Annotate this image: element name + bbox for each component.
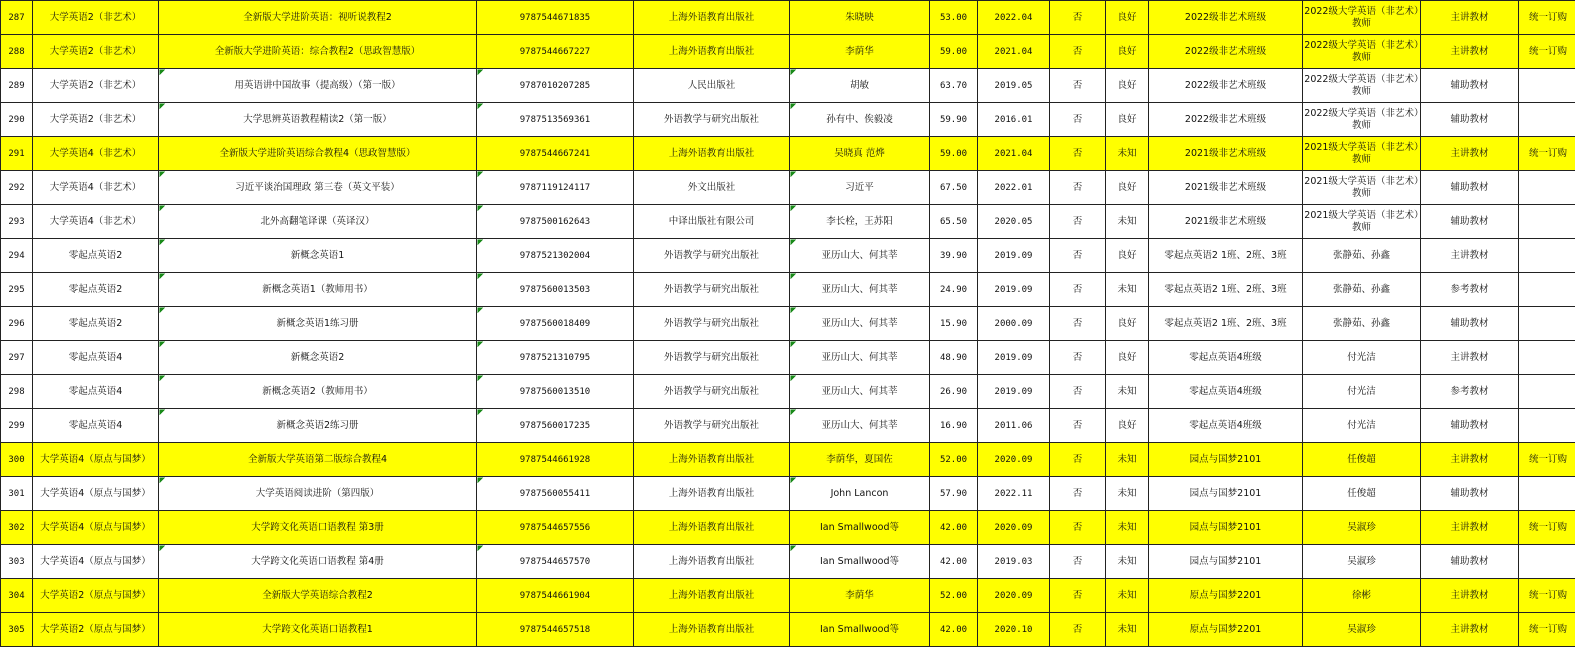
row-number-cell[interactable]: 293: [1, 205, 33, 239]
pubdate-cell[interactable]: 2019.09: [978, 341, 1050, 375]
teacher-cell[interactable]: 张静茹、孙鑫: [1303, 239, 1421, 273]
isbn-cell[interactable]: 9787544661928: [477, 443, 634, 477]
flag-cell[interactable]: 否: [1050, 409, 1106, 443]
table-row[interactable]: [1, 171, 1575, 205]
course-cell[interactable]: 大学英语4（原点与国梦）: [33, 511, 159, 545]
teacher-cell[interactable]: 吴淑珍: [1303, 545, 1421, 579]
isbn-cell[interactable]: 9787544657556: [477, 511, 634, 545]
pubdate-cell[interactable]: 2016.01: [978, 103, 1050, 137]
teacher-cell[interactable]: 张静茹、孙鑫: [1303, 307, 1421, 341]
row-number-cell[interactable]: 291: [1, 137, 33, 171]
author-cell[interactable]: 吴晓真 范烨: [790, 137, 930, 171]
title-cell[interactable]: 新概念英语2（教师用书）: [159, 375, 477, 409]
flag-cell[interactable]: 否: [1050, 35, 1106, 69]
type-cell[interactable]: 辅助教材: [1421, 409, 1519, 443]
isbn-cell[interactable]: 9787119124117: [477, 171, 634, 205]
class-cell[interactable]: 零起点英语4班级: [1149, 341, 1303, 375]
class-cell[interactable]: 2022级非艺术班级: [1149, 103, 1303, 137]
publisher-cell[interactable]: 上海外语教育出版社: [634, 613, 790, 647]
teacher-cell[interactable]: 任俊超: [1303, 477, 1421, 511]
title-cell[interactable]: 北外高翻笔译课（英译汉）: [159, 205, 477, 239]
condition-cell[interactable]: 良好: [1106, 69, 1149, 103]
price-cell[interactable]: 48.90: [930, 341, 978, 375]
purchase-cell[interactable]: [1519, 205, 1575, 239]
purchase-cell[interactable]: [1519, 545, 1575, 579]
pubdate-cell[interactable]: 2020.09: [978, 443, 1050, 477]
class-cell[interactable]: 零起点英语2 1班、2班、3班: [1149, 307, 1303, 341]
condition-cell[interactable]: 良好: [1106, 103, 1149, 137]
price-cell[interactable]: 59.90: [930, 103, 978, 137]
row-number-cell[interactable]: 289: [1, 69, 33, 103]
teacher-cell[interactable]: 付光洁: [1303, 341, 1421, 375]
isbn-cell[interactable]: 9787544657518: [477, 613, 634, 647]
pubdate-cell[interactable]: 2019.09: [978, 375, 1050, 409]
flag-cell[interactable]: 否: [1050, 443, 1106, 477]
row-number-cell[interactable]: 300: [1, 443, 33, 477]
publisher-cell[interactable]: 外语教学与研究出版社: [634, 239, 790, 273]
flag-cell[interactable]: 否: [1050, 511, 1106, 545]
publisher-cell[interactable]: 上海外语教育出版社: [634, 137, 790, 171]
course-cell[interactable]: 零起点英语2: [33, 273, 159, 307]
table-row[interactable]: [1, 137, 1575, 171]
title-cell[interactable]: 大学跨文化英语口语教程1: [159, 613, 477, 647]
pubdate-cell[interactable]: 2022.01: [978, 171, 1050, 205]
purchase-cell[interactable]: [1519, 239, 1575, 273]
author-cell[interactable]: 亚历山大、何其莘: [790, 341, 930, 375]
price-cell[interactable]: 52.00: [930, 579, 978, 613]
class-cell[interactable]: 零起点英语4班级: [1149, 375, 1303, 409]
course-cell[interactable]: 大学英语4（非艺术）: [33, 205, 159, 239]
pubdate-cell[interactable]: 2000.09: [978, 307, 1050, 341]
author-cell[interactable]: 胡敏: [790, 69, 930, 103]
publisher-cell[interactable]: 外语教学与研究出版社: [634, 409, 790, 443]
price-cell[interactable]: 52.00: [930, 443, 978, 477]
purchase-cell[interactable]: 统一订购: [1519, 511, 1575, 545]
teacher-cell[interactable]: 付光洁: [1303, 375, 1421, 409]
class-cell[interactable]: 园点与国梦2101: [1149, 477, 1303, 511]
pubdate-cell[interactable]: 2020.09: [978, 579, 1050, 613]
isbn-cell[interactable]: 9787544661904: [477, 579, 634, 613]
condition-cell[interactable]: 未知: [1106, 375, 1149, 409]
type-cell[interactable]: 主讲教材: [1421, 341, 1519, 375]
course-cell[interactable]: 大学英语2（非艺术）: [33, 1, 159, 35]
teacher-cell[interactable]: 2021级大学英语（非艺术）教师: [1303, 137, 1421, 171]
type-cell[interactable]: 辅助教材: [1421, 103, 1519, 137]
condition-cell[interactable]: 未知: [1106, 477, 1149, 511]
teacher-cell[interactable]: 徐彬: [1303, 579, 1421, 613]
condition-cell[interactable]: 良好: [1106, 1, 1149, 35]
title-cell[interactable]: 全新版大学进阶英语：视听说教程2: [159, 1, 477, 35]
purchase-cell[interactable]: 统一订购: [1519, 443, 1575, 477]
condition-cell[interactable]: 良好: [1106, 239, 1149, 273]
table-row[interactable]: [1, 443, 1575, 477]
flag-cell[interactable]: 否: [1050, 477, 1106, 511]
class-cell[interactable]: 园点与国梦2101: [1149, 511, 1303, 545]
row-number-cell[interactable]: 290: [1, 103, 33, 137]
author-cell[interactable]: John Lancon: [790, 477, 930, 511]
condition-cell[interactable]: 未知: [1106, 137, 1149, 171]
flag-cell[interactable]: 否: [1050, 613, 1106, 647]
table-row[interactable]: [1, 341, 1575, 375]
course-cell[interactable]: 零起点英语4: [33, 409, 159, 443]
row-number-cell[interactable]: 297: [1, 341, 33, 375]
row-number-cell[interactable]: 305: [1, 613, 33, 647]
price-cell[interactable]: 59.00: [930, 137, 978, 171]
purchase-cell[interactable]: [1519, 307, 1575, 341]
author-cell[interactable]: 亚历山大、何其莘: [790, 307, 930, 341]
pubdate-cell[interactable]: 2019.03: [978, 545, 1050, 579]
class-cell[interactable]: 2022级非艺术班级: [1149, 1, 1303, 35]
pubdate-cell[interactable]: 2019.05: [978, 69, 1050, 103]
teacher-cell[interactable]: 任俊超: [1303, 443, 1421, 477]
price-cell[interactable]: 59.00: [930, 35, 978, 69]
condition-cell[interactable]: 良好: [1106, 307, 1149, 341]
class-cell[interactable]: 原点与国梦2201: [1149, 613, 1303, 647]
publisher-cell[interactable]: 外语教学与研究出版社: [634, 307, 790, 341]
condition-cell[interactable]: 未知: [1106, 511, 1149, 545]
pubdate-cell[interactable]: 2011.06: [978, 409, 1050, 443]
class-cell[interactable]: 2021级非艺术班级: [1149, 171, 1303, 205]
condition-cell[interactable]: 未知: [1106, 443, 1149, 477]
table-row[interactable]: [1, 307, 1575, 341]
type-cell[interactable]: 辅助教材: [1421, 545, 1519, 579]
type-cell[interactable]: 主讲教材: [1421, 137, 1519, 171]
price-cell[interactable]: 63.70: [930, 69, 978, 103]
type-cell[interactable]: 主讲教材: [1421, 511, 1519, 545]
publisher-cell[interactable]: 外语教学与研究出版社: [634, 273, 790, 307]
class-cell[interactable]: 原点与国梦2201: [1149, 579, 1303, 613]
class-cell[interactable]: 2021级非艺术班级: [1149, 205, 1303, 239]
teacher-cell[interactable]: 2022级大学英语（非艺术）教师: [1303, 1, 1421, 35]
title-cell[interactable]: 用英语讲中国故事（提高级）（第一版）: [159, 69, 477, 103]
title-cell[interactable]: 新概念英语1: [159, 239, 477, 273]
author-cell[interactable]: 习近平: [790, 171, 930, 205]
flag-cell[interactable]: 否: [1050, 205, 1106, 239]
price-cell[interactable]: 67.50: [930, 171, 978, 205]
table-row[interactable]: [1, 375, 1575, 409]
condition-cell[interactable]: 良好: [1106, 341, 1149, 375]
price-cell[interactable]: 42.00: [930, 545, 978, 579]
author-cell[interactable]: 孙有中、俟毅凌: [790, 103, 930, 137]
condition-cell[interactable]: 良好: [1106, 171, 1149, 205]
condition-cell[interactable]: 未知: [1106, 579, 1149, 613]
title-cell[interactable]: 全新版大学进阶英语：综合教程2（思政智慧版）: [159, 35, 477, 69]
isbn-cell[interactable]: 9787544657570: [477, 545, 634, 579]
row-number-cell[interactable]: 295: [1, 273, 33, 307]
teacher-cell[interactable]: 张静茹、孙鑫: [1303, 273, 1421, 307]
flag-cell[interactable]: 否: [1050, 579, 1106, 613]
publisher-cell[interactable]: 外语教学与研究出版社: [634, 341, 790, 375]
purchase-cell[interactable]: 统一订购: [1519, 1, 1575, 35]
pubdate-cell[interactable]: 2021.04: [978, 35, 1050, 69]
purchase-cell[interactable]: [1519, 375, 1575, 409]
price-cell[interactable]: 53.00: [930, 1, 978, 35]
row-number-cell[interactable]: 303: [1, 545, 33, 579]
row-number-cell[interactable]: 292: [1, 171, 33, 205]
course-cell[interactable]: 大学英语4（非艺术）: [33, 137, 159, 171]
isbn-cell[interactable]: 9787560055411: [477, 477, 634, 511]
type-cell[interactable]: 主讲教材: [1421, 1, 1519, 35]
flag-cell[interactable]: 否: [1050, 103, 1106, 137]
purchase-cell[interactable]: [1519, 273, 1575, 307]
type-cell[interactable]: 辅助教材: [1421, 205, 1519, 239]
class-cell[interactable]: 2021级非艺术班级: [1149, 137, 1303, 171]
title-cell[interactable]: 新概念英语2练习册: [159, 409, 477, 443]
teacher-cell[interactable]: 2021级大学英语（非艺术）教师: [1303, 205, 1421, 239]
title-cell[interactable]: 大学思辨英语教程精读2（第一版）: [159, 103, 477, 137]
condition-cell[interactable]: 未知: [1106, 205, 1149, 239]
row-number-cell[interactable]: 304: [1, 579, 33, 613]
course-cell[interactable]: 零起点英语2: [33, 307, 159, 341]
flag-cell[interactable]: 否: [1050, 69, 1106, 103]
course-cell[interactable]: 大学英语4（原点与国梦）: [33, 477, 159, 511]
price-cell[interactable]: 15.90: [930, 307, 978, 341]
table-row[interactable]: [1, 545, 1575, 579]
pubdate-cell[interactable]: 2021.04: [978, 137, 1050, 171]
author-cell[interactable]: 李荫华，夏国佐: [790, 443, 930, 477]
teacher-cell[interactable]: 吴淑珍: [1303, 511, 1421, 545]
class-cell[interactable]: 2022级非艺术班级: [1149, 69, 1303, 103]
table-row[interactable]: [1, 1, 1575, 35]
course-cell[interactable]: 大学英语2（原点与国梦）: [33, 613, 159, 647]
isbn-cell[interactable]: 9787560017235: [477, 409, 634, 443]
class-cell[interactable]: 园点与国梦2101: [1149, 443, 1303, 477]
title-cell[interactable]: 全新版大学进阶英语综合教程4（思政智慧版）: [159, 137, 477, 171]
pubdate-cell[interactable]: 2019.09: [978, 239, 1050, 273]
table-row[interactable]: [1, 205, 1575, 239]
price-cell[interactable]: 39.90: [930, 239, 978, 273]
condition-cell[interactable]: 未知: [1106, 273, 1149, 307]
purchase-cell[interactable]: [1519, 171, 1575, 205]
pubdate-cell[interactable]: 2019.09: [978, 273, 1050, 307]
pubdate-cell[interactable]: 2022.04: [978, 1, 1050, 35]
row-number-cell[interactable]: 288: [1, 35, 33, 69]
teacher-cell[interactable]: 2021级大学英语（非艺术）教师: [1303, 171, 1421, 205]
type-cell[interactable]: 辅助教材: [1421, 307, 1519, 341]
course-cell[interactable]: 大学英语2（非艺术）: [33, 103, 159, 137]
row-number-cell[interactable]: 296: [1, 307, 33, 341]
isbn-cell[interactable]: 9787521302004: [477, 239, 634, 273]
type-cell[interactable]: 主讲教材: [1421, 579, 1519, 613]
type-cell[interactable]: 辅助教材: [1421, 69, 1519, 103]
title-cell[interactable]: 新概念英语1（教师用书）: [159, 273, 477, 307]
isbn-cell[interactable]: 9787560013503: [477, 273, 634, 307]
spreadsheet-body: [1, 1, 1575, 647]
author-cell[interactable]: Ian Smallwood等: [790, 511, 930, 545]
table-row[interactable]: [1, 579, 1575, 613]
publisher-cell[interactable]: 外文出版社: [634, 171, 790, 205]
table-row[interactable]: [1, 273, 1575, 307]
course-cell[interactable]: 大学英语2（非艺术）: [33, 69, 159, 103]
flag-cell[interactable]: 否: [1050, 137, 1106, 171]
course-cell[interactable]: 大学英语4（非艺术）: [33, 171, 159, 205]
author-cell[interactable]: 李长栓，王苏阳: [790, 205, 930, 239]
class-cell[interactable]: 零起点英语2 1班、2班、3班: [1149, 239, 1303, 273]
flag-cell[interactable]: 否: [1050, 239, 1106, 273]
type-cell[interactable]: 辅助教材: [1421, 171, 1519, 205]
price-cell[interactable]: 42.00: [930, 511, 978, 545]
row-number-cell[interactable]: 294: [1, 239, 33, 273]
isbn-cell[interactable]: 9787010207285: [477, 69, 634, 103]
type-cell[interactable]: 辅助教材: [1421, 477, 1519, 511]
table-row[interactable]: [1, 35, 1575, 69]
class-cell[interactable]: 2022级非艺术班级: [1149, 35, 1303, 69]
pubdate-cell[interactable]: 2020.09: [978, 511, 1050, 545]
flag-cell[interactable]: 否: [1050, 273, 1106, 307]
price-cell[interactable]: 42.00: [930, 613, 978, 647]
row-number-cell[interactable]: 302: [1, 511, 33, 545]
flag-cell[interactable]: 否: [1050, 171, 1106, 205]
type-cell[interactable]: 主讲教材: [1421, 35, 1519, 69]
purchase-cell[interactable]: 统一订购: [1519, 579, 1575, 613]
teacher-cell[interactable]: 2022级大学英语（非艺术）教师: [1303, 103, 1421, 137]
class-cell[interactable]: 零起点英语2 1班、2班、3班: [1149, 273, 1303, 307]
purchase-cell[interactable]: [1519, 477, 1575, 511]
table-row[interactable]: [1, 103, 1575, 137]
teacher-cell[interactable]: 2022级大学英语（非艺术）教师: [1303, 35, 1421, 69]
title-cell[interactable]: 新概念英语2: [159, 341, 477, 375]
pubdate-cell[interactable]: 2022.11: [978, 477, 1050, 511]
publisher-cell[interactable]: 人民出版社: [634, 69, 790, 103]
title-cell[interactable]: 新概念英语1练习册: [159, 307, 477, 341]
price-cell[interactable]: 57.90: [930, 477, 978, 511]
table-row[interactable]: [1, 239, 1575, 273]
title-cell[interactable]: 全新版大学英语综合教程2: [159, 579, 477, 613]
type-cell[interactable]: 参考教材: [1421, 375, 1519, 409]
isbn-cell[interactable]: 9787544667227: [477, 35, 634, 69]
flag-cell[interactable]: 否: [1050, 341, 1106, 375]
price-cell[interactable]: 16.90: [930, 409, 978, 443]
publisher-cell[interactable]: 上海外语教育出版社: [634, 443, 790, 477]
title-cell[interactable]: 大学英语阅读进阶（第四版）: [159, 477, 477, 511]
publisher-cell[interactable]: 中译出版社有限公司: [634, 205, 790, 239]
author-cell[interactable]: 亚历山大、何其莘: [790, 375, 930, 409]
purchase-cell[interactable]: 统一订购: [1519, 137, 1575, 171]
price-cell[interactable]: 24.90: [930, 273, 978, 307]
author-cell[interactable]: Ian Smallwood等: [790, 613, 930, 647]
isbn-cell[interactable]: 9787560018409: [477, 307, 634, 341]
title-cell[interactable]: 大学跨文化英语口语教程 第4册: [159, 545, 477, 579]
publisher-cell[interactable]: 上海外语教育出版社: [634, 1, 790, 35]
course-cell[interactable]: 零起点英语4: [33, 375, 159, 409]
table-row[interactable]: [1, 613, 1575, 647]
type-cell[interactable]: 参考教材: [1421, 273, 1519, 307]
publisher-cell[interactable]: 上海外语教育出版社: [634, 35, 790, 69]
teacher-cell[interactable]: 吴淑珍: [1303, 613, 1421, 647]
row-number-cell[interactable]: 299: [1, 409, 33, 443]
author-cell[interactable]: Ian Smallwood等: [790, 545, 930, 579]
author-cell[interactable]: 李荫华: [790, 579, 930, 613]
title-cell[interactable]: 习近平谈治国理政 第三卷（英文平装）: [159, 171, 477, 205]
isbn-cell[interactable]: 9787513569361: [477, 103, 634, 137]
author-cell[interactable]: 朱晓映: [790, 1, 930, 35]
class-cell[interactable]: 零起点英语4班级: [1149, 409, 1303, 443]
purchase-cell[interactable]: 统一订购: [1519, 35, 1575, 69]
isbn-cell[interactable]: 9787521310795: [477, 341, 634, 375]
course-cell[interactable]: 大学英语4（原点与国梦）: [33, 443, 159, 477]
purchase-cell[interactable]: [1519, 341, 1575, 375]
author-cell[interactable]: 李荫华: [790, 35, 930, 69]
pubdate-cell[interactable]: 2020.10: [978, 613, 1050, 647]
course-cell[interactable]: 大学英语2（非艺术）: [33, 35, 159, 69]
table-row[interactable]: [1, 511, 1575, 545]
table-row[interactable]: [1, 477, 1575, 511]
teacher-cell[interactable]: 2022级大学英语（非艺术）教师: [1303, 69, 1421, 103]
isbn-cell[interactable]: 9787544671835: [477, 1, 634, 35]
type-cell[interactable]: 主讲教材: [1421, 443, 1519, 477]
author-cell[interactable]: 亚历山大、何其莘: [790, 239, 930, 273]
purchase-cell[interactable]: [1519, 69, 1575, 103]
author-cell[interactable]: 亚历山大、何其莘: [790, 273, 930, 307]
author-cell[interactable]: 亚历山大、何其莘: [790, 409, 930, 443]
publisher-cell[interactable]: 上海外语教育出版社: [634, 579, 790, 613]
publisher-cell[interactable]: 外语教学与研究出版社: [634, 375, 790, 409]
flag-cell[interactable]: 否: [1050, 1, 1106, 35]
pubdate-cell[interactable]: 2020.05: [978, 205, 1050, 239]
flag-cell[interactable]: 否: [1050, 307, 1106, 341]
purchase-cell[interactable]: [1519, 409, 1575, 443]
condition-cell[interactable]: 未知: [1106, 613, 1149, 647]
publisher-cell[interactable]: 上海外语教育出版社: [634, 545, 790, 579]
flag-cell[interactable]: 否: [1050, 375, 1106, 409]
isbn-cell[interactable]: 9787500162643: [477, 205, 634, 239]
table-row[interactable]: [1, 69, 1575, 103]
publisher-cell[interactable]: 上海外语教育出版社: [634, 511, 790, 545]
type-cell[interactable]: 主讲教材: [1421, 613, 1519, 647]
class-cell[interactable]: 园点与国梦2101: [1149, 545, 1303, 579]
publisher-cell[interactable]: 外语教学与研究出版社: [634, 103, 790, 137]
row-number-cell[interactable]: 287: [1, 1, 33, 35]
row-number-cell[interactable]: 301: [1, 477, 33, 511]
condition-cell[interactable]: 良好: [1106, 409, 1149, 443]
isbn-cell[interactable]: 9787560013510: [477, 375, 634, 409]
type-cell[interactable]: 主讲教材: [1421, 239, 1519, 273]
purchase-cell[interactable]: [1519, 103, 1575, 137]
teacher-cell[interactable]: 付光洁: [1303, 409, 1421, 443]
table-row[interactable]: [1, 409, 1575, 443]
isbn-cell[interactable]: 9787544667241: [477, 137, 634, 171]
price-cell[interactable]: 26.90: [930, 375, 978, 409]
purchase-cell[interactable]: 统一订购: [1519, 613, 1575, 647]
price-cell[interactable]: 65.50: [930, 205, 978, 239]
course-cell[interactable]: 大学英语4（原点与国梦）: [33, 545, 159, 579]
course-cell[interactable]: 零起点英语4: [33, 341, 159, 375]
course-cell[interactable]: 大学英语2（原点与国梦）: [33, 579, 159, 613]
course-cell[interactable]: 零起点英语2: [33, 239, 159, 273]
condition-cell[interactable]: 良好: [1106, 35, 1149, 69]
row-number-cell[interactable]: 298: [1, 375, 33, 409]
title-cell[interactable]: 大学跨文化英语口语教程 第3册: [159, 511, 477, 545]
title-cell[interactable]: 全新版大学英语第二版综合教程4: [159, 443, 477, 477]
condition-cell[interactable]: 未知: [1106, 545, 1149, 579]
publisher-cell[interactable]: 上海外语教育出版社: [634, 477, 790, 511]
flag-cell[interactable]: 否: [1050, 545, 1106, 579]
